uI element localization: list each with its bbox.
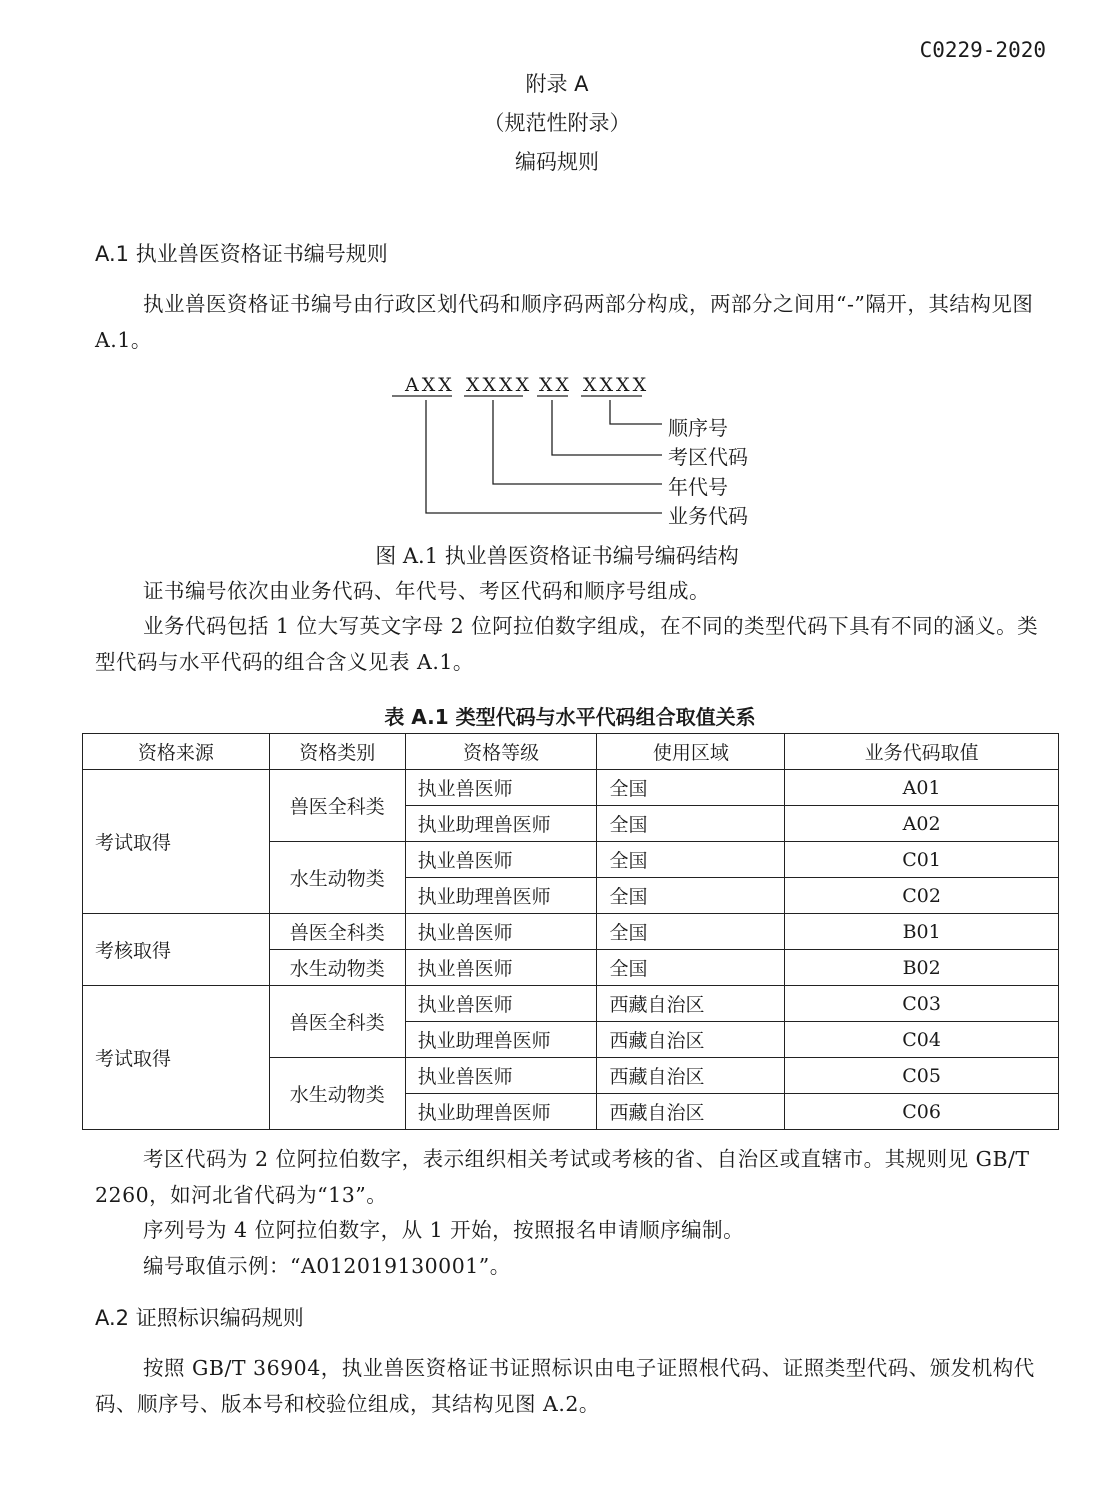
code-cell: C06 [785,1094,1059,1130]
code-cell: C03 [785,986,1059,1022]
region-cell: 全国 [597,914,785,950]
label-year: 年代号 [668,475,728,499]
level-cell: 执业兽医师 [405,842,597,878]
table-header-row [83,734,1059,770]
level-cell: 执业兽医师 [405,1058,597,1094]
level-cell: 执业兽医师 [405,914,597,950]
region-cell: 全国 [597,770,785,806]
table-header-cell: 使用区域 [597,734,785,770]
label-exam-area: 考区代码 [668,445,748,469]
level-cell: 执业兽医师 [405,770,597,806]
figure-caption: 图 A.1 执业兽医资格证书编号编码结构 [375,544,739,568]
code-cell: C05 [785,1058,1059,1094]
source-cell: 考试取得 [83,770,270,914]
source-cell: 考试取得 [83,986,270,1130]
section-heading-a2: A.2 证照标识编码规则 [95,1306,304,1330]
level-cell: 执业兽医师 [405,950,597,986]
code-table [82,733,1059,1130]
label-sequence: 顺序号 [668,416,728,440]
connector-line [426,400,662,513]
paragraph: 执业兽医资格证书编号由行政区划代码和顺序码两部分构成，两部分之间用“-”隔开，其结构见图 A.1。 [95,292,1034,352]
level-cell: 执业助理兽医师 [405,806,597,842]
section-heading-a1: A.1 执业兽医资格证书编号规则 [95,242,388,266]
table-row [83,914,1059,950]
appendix-name: 编码规则 [515,150,599,174]
appendix-title: 附录 A [525,72,589,96]
paragraph: 编号取值示例：“A012019130001”。 [143,1254,511,1278]
region-cell: 全国 [597,842,785,878]
level-cell: 执业助理兽医师 [405,878,597,914]
category-cell: 兽医全科类 [269,986,405,1058]
table-header-cell: 业务代码取值 [785,734,1059,770]
paragraph: 业务代码包括 1 位大写英文字母 2 位阿拉伯数字组成，在不同的类型代码下具有不同的涵义。类型代码与水平代码的组合含义见表 A.1。 [95,614,1039,674]
paragraph: 按照 GB/T 36904，执业兽医资格证书证照标识由电子证照根代码、证照类型代码、颁发机构代码、顺序号、版本号和校验位组成，其结构见图 A.2。 [95,1356,1035,1416]
code-cell: C04 [785,1022,1059,1058]
segment-business-code: AXX [405,374,455,396]
region-cell: 全国 [597,878,785,914]
level-cell: 执业兽医师 [405,986,597,1022]
paragraph: 证书编号依次由业务代码、年代号、考区代码和顺序号组成。 [143,579,710,603]
connector-line [493,400,662,484]
region-cell: 西藏自治区 [597,1022,785,1058]
category-cell: 水生动物类 [269,842,405,914]
category-cell: 水生动物类 [269,950,405,986]
paragraph: 考区代码为 2 位阿拉伯数字，表示组织相关考试或考核的省、自治区或直辖市。其规则见 GB/T 2260，如河北省代码为“13”。 [95,1147,1030,1207]
source-cell: 考核取得 [83,914,270,986]
region-cell: 西藏自治区 [597,1058,785,1094]
region-cell: 全国 [597,806,785,842]
paragraph: 序列号为 4 位阿拉伯数字，从 1 开始，按照报名申请顺序编制。 [143,1218,745,1242]
code-cell: C01 [785,842,1059,878]
table-header-cell: 资格等级 [405,734,597,770]
label-business-code: 业务代码 [668,504,748,528]
table-row [83,770,1059,806]
region-cell: 西藏自治区 [597,1094,785,1130]
segment-sequence: XXXX [583,374,650,396]
code-cell: A02 [785,806,1059,842]
region-cell: 西藏自治区 [597,986,785,1022]
appendix-type: （规范性附录） [483,111,631,135]
category-cell: 兽医全科类 [269,770,405,842]
table-row [83,986,1059,1022]
document-code: C0229-2020 [919,38,1046,62]
connector-line [610,400,662,424]
connector-line [552,400,662,455]
level-cell: 执业助理兽医师 [405,1022,597,1058]
table-header-cell: 资格类别 [269,734,405,770]
code-cell: B01 [785,914,1059,950]
code-cell: C02 [785,878,1059,914]
category-cell: 兽医全科类 [269,914,405,950]
table-caption: 表 A.1 类型代码与水平代码组合取值关系 [384,705,756,729]
level-cell: 执业助理兽医师 [405,1094,597,1130]
region-cell: 全国 [597,950,785,986]
table-header-cell: 资格来源 [83,734,270,770]
segment-exam-area: XX [539,374,573,396]
code-cell: A01 [785,770,1059,806]
category-cell: 水生动物类 [269,1058,405,1130]
code-cell: B02 [785,950,1059,986]
segment-year: XXXX [466,374,533,396]
